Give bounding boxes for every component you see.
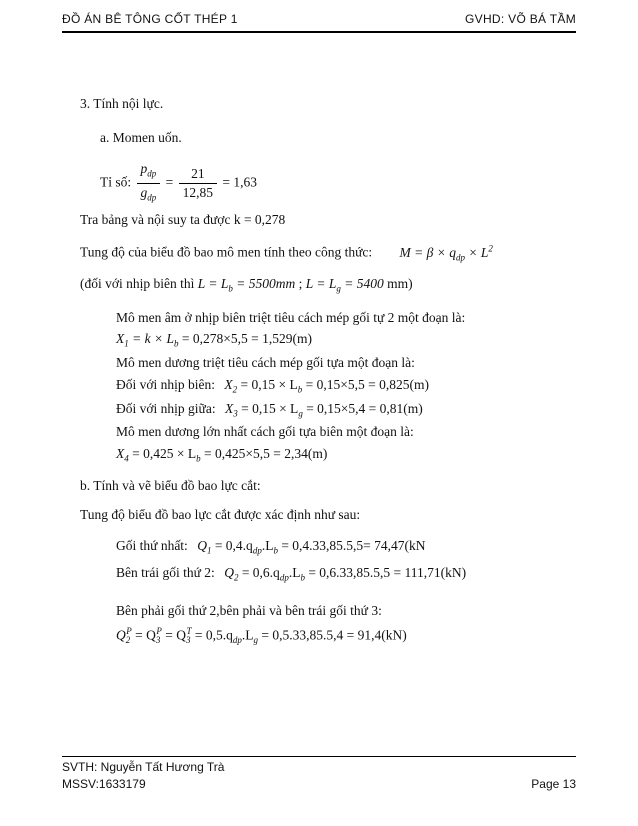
negative-moment-text: Mô men âm ở nhịp biên triệt tiêu cách mép gối tự 2 một đoạn là:	[116, 310, 466, 325]
x1-formula: $X_1 = k \times L_b = 0,278\times 5,5 = 1,529(m)$	[116, 331, 312, 349]
x3-formula: $X_3 = 0,15 \times L_g = 0,15\times 5,4 = 0,81(m)$	[224, 401, 423, 419]
span-separator: ;	[295, 276, 303, 291]
q1-line	[116, 538, 426, 556]
subsection-a-title: a. Momen uốn.	[100, 130, 182, 145]
span-lengths-line	[80, 276, 413, 294]
positive-moment-text: Mô men dương triệt tiêu cách mép gối tựa một đoạn là:	[116, 355, 415, 370]
moment-formula-line	[80, 243, 493, 262]
x3-label: Đối với nhịp giữa:	[116, 401, 216, 416]
moment-formula: $M = \beta \times q_{dp} \times L^2$	[399, 243, 493, 263]
ratio-result: = 1,63	[222, 174, 258, 190]
span-lengths-post: mm)	[383, 276, 413, 291]
span-lengths-pre: (đối với nhịp biên thì	[80, 276, 195, 291]
q2-formula: $Q_2 = 0,6.q_{dp}.L_b = 0,6.33,85.5,5 = 111,71(kN)$	[224, 565, 467, 583]
x2-label: Đối với nhịp biên:	[116, 377, 216, 392]
q3-formula: $Q_2^P = Q_3^P = Q_3^T = 0,5.q_{dp}.L_g = 0,5.33,85.5,4 = 91,4(kN)$	[116, 626, 407, 646]
k-coefficient-text: Tra bảng và nội suy ta được k = 0,278	[80, 212, 286, 227]
header-course-title: ĐỒ ÁN BÊ TÔNG CỐT THÉP 1	[62, 12, 238, 26]
x2-line	[116, 377, 429, 395]
q2-line	[116, 565, 466, 583]
ratio-label: Tỉ số:	[100, 174, 132, 190]
ratio-value-fraction: $\frac{21}{12,85}$	[179, 165, 217, 202]
footer-student-id: MSSV:1633179	[62, 777, 146, 791]
moment-formula-text: Tung độ của biểu đồ bao mô men tính theo công thức:	[80, 244, 373, 260]
page-header	[62, 12, 576, 32]
footer-author: SVTH: Nguyễn Tất Hương Trà	[62, 760, 225, 774]
header-rule	[62, 31, 576, 33]
span-edge-formula: $L = L_b = 5500mm$	[197, 276, 296, 294]
q1-formula: $Q_1 = 0,4.q_{dp}.L_b = 0,4.33,85.5,5= 74,47(kN$	[197, 538, 426, 556]
span-middle-formula: $L = L_g = 5400$	[305, 276, 384, 294]
x2-formula: $X_2 = 0,15 \times L_b = 0,15\times 5,5 = 0,825(m)$	[224, 377, 429, 395]
footer-rule	[62, 756, 576, 757]
header-instructor: GVHD: VÕ BÁ TẦM	[465, 12, 576, 26]
section-title: 3. Tính nội lực.	[80, 96, 164, 111]
ratio-symbol-fraction: $\frac{p_{dp}}{g_{dp}}$	[137, 160, 161, 206]
subsection-b-title: b. Tính và vẽ biểu đồ bao lực cắt:	[80, 478, 261, 493]
x4-formula: $X_4 = 0,425 \times L_b = 0,425\times 5,5 = 2,34(m)$	[116, 446, 328, 464]
ratio-formula: Tỉ số: $\frac{p_{dp}}{g_{dp}}$ = $\frac{21}{12,85}$ = 1,63	[100, 160, 257, 206]
q2-label: Bên trái gối thứ 2:	[116, 565, 215, 580]
footer-page-number: Page 13	[531, 777, 576, 791]
q3-text: Bên phải gối thứ 2,bên phải và bên trái gối thứ 3:	[116, 603, 382, 618]
x3-line	[116, 401, 423, 419]
q1-label: Gối thứ nhất:	[116, 538, 188, 553]
shear-intro-text: Tung độ biểu đồ bao lực cắt được xác định như sau:	[80, 507, 361, 522]
max-moment-text: Mô men dương lớn nhất cách gối tựa biên một đoạn là:	[116, 424, 414, 439]
